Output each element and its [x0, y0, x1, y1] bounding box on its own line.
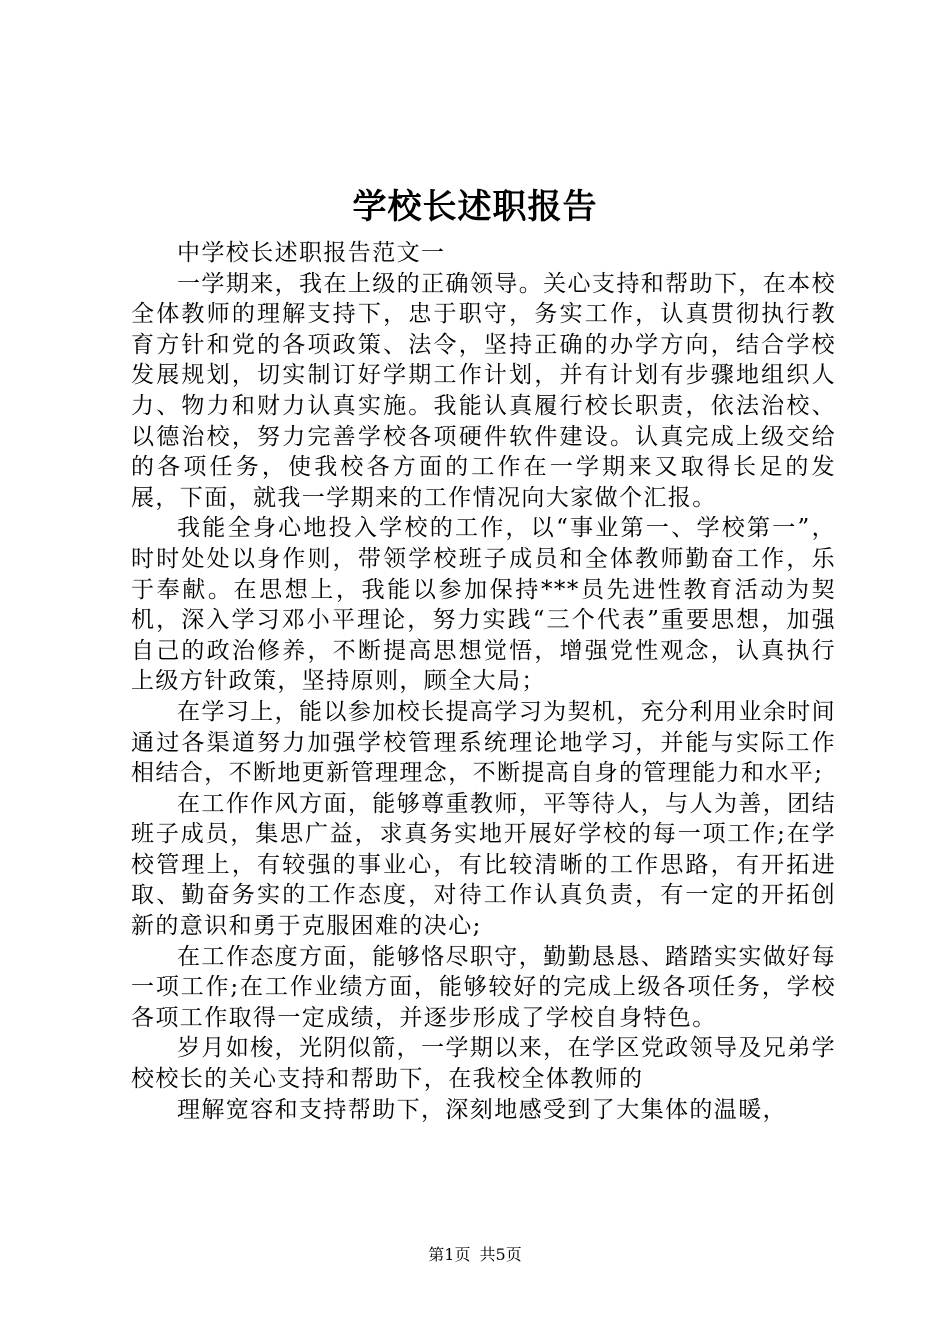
page-number: 第1页 — [428, 1245, 471, 1264]
document-title: 学校长述职报告 — [352, 187, 598, 227]
section-subtitle: 中学校长述职报告范文一 — [177, 240, 446, 266]
paragraph: 岁月如梭，光阴似箭，一学期以来，在学区党政领导及兄弟学校校长的关心支持和帮助下，在我校全体教师的 — [131, 1035, 836, 1093]
paragraph: 一学期来，我在上级的正确领导。关心支持和帮助下，在本校全体教师的理解支持下，忠于职守，务实工作，认真贯彻执行教育方针和党的各项政策、法令，坚持正确的办学方向，结合学校发展规划，切实制订好学期工作计划，并有计划有步骤地组织人力、物力和财力认真实施。我能认真履行校长职责，依法治校、以德治校，努力完善学校各项硬件软件建设。认真完成上级交给的各项任务，使我校各方面的工作在一学期来又取得长足的发展，下面，就我一学期来的工作情况向大家做个汇报。 — [131, 270, 836, 511]
page-total: 共5页 — [479, 1245, 522, 1264]
document-body — [131, 238, 836, 1125]
paragraph: 在工作态度方面，能够恪尽职守，勤勤恳恳、踏踏实实做好每一项工作;在工作业绩方面，能够较好的完成上级各项任务，学校各项工作取得一定成绩，并逐步形成了学校自身特色。 — [131, 943, 836, 1031]
paragraph: 理解宽容和支持帮助下，深刻地感受到了大集体的温暖， — [177, 1096, 787, 1123]
paragraph: 在工作作风方面，能够尊重教师，平等待人，与人为善，团结班子成员，集思广益，求真务实地开展好学校的每一项工作;在学校管理上，有较强的事业心，有比较清晰的工作思路，有开拓进取、勤奋务实的工作态度，对待工作认真负责，有一定的开拓创新的意识和勇于克服困难的决心; — [131, 790, 836, 940]
page-footer — [0, 1245, 950, 1265]
paragraph: 我能全身心地投入学校的工作，以“事业第一、学校第一”，时时处处以身作则，带领学校班子成员和全体教师勤奋工作，乐于奉献。在思想上，我能以参加保持***员先进性教育活动为契机，深入学习邓小平理论，努力实践“三个代表”重要思想，加强自己的政治修养，不断提高思想觉悟，增强党性观念，认真执行上级方针政策，坚持原则，顾全大局； — [131, 515, 836, 695]
paragraph: 在学习上，能以参加校长提高学习为契机，充分利用业余时间通过各渠道努力加强学校管理系统理论地学习，并能与实际工作相结合，不断地更新管理理念，不断提高自身的管理能力和水平; — [131, 698, 836, 787]
